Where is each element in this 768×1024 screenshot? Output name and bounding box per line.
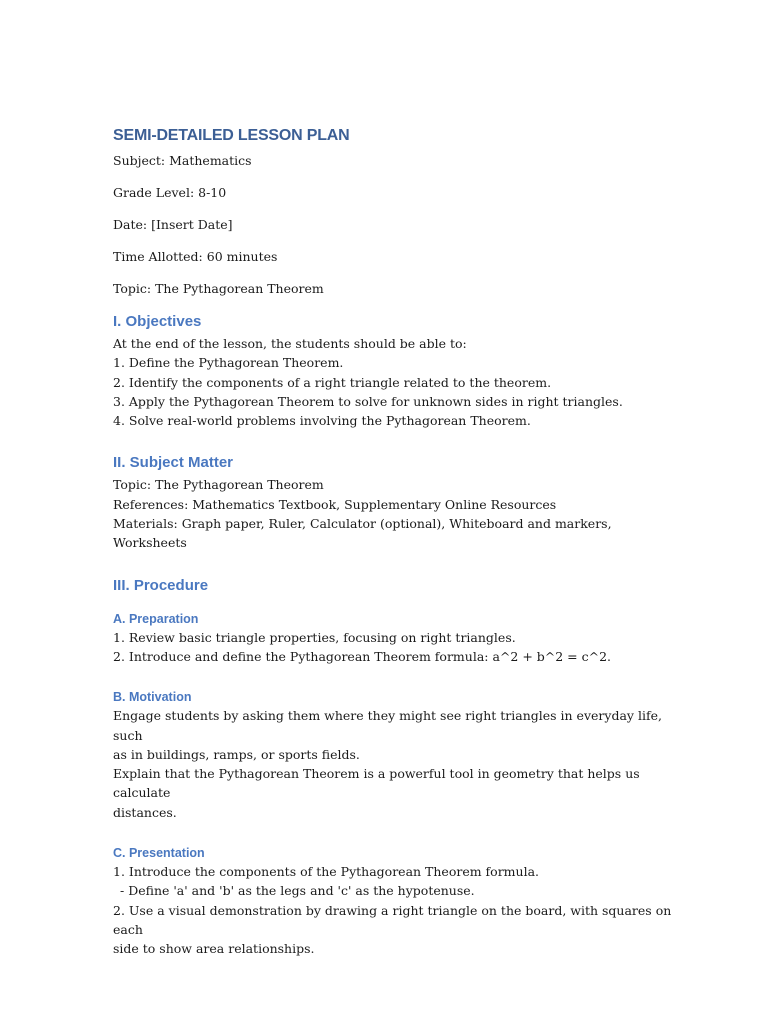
preparation-line: 1. Review basic triangle properties, focusing on right triangles.: [113, 629, 516, 645]
subject-line: Subject: Mathematics: [113, 153, 252, 168]
time-allotted-line: Time Allotted: 60 minutes: [113, 249, 278, 264]
motivation-line: Engage students by asking them where they might see right triangles in everyday life, such: [113, 708, 662, 743]
lesson-plan-page: [113, 126, 673, 959]
topic-line: Topic: The Pythagorean Theorem: [113, 281, 324, 296]
motivation-heading: B. Motivation: [113, 690, 192, 705]
subject-matter-references: References: Mathematics Textbook, Supplementary Online Resources: [113, 496, 557, 512]
motivation-line: Explain that the Pythagorean Theorem is a powerful tool in geometry that helps us calculate: [113, 766, 640, 801]
document-title: SEMI-DETAILED LESSON PLAN: [113, 127, 350, 144]
objective-item: 4. Solve real-world problems involving the Pythagorean Theorem.: [113, 413, 531, 429]
presentation-line: 2. Use a visual demonstration by drawing a right triangle on the board, with squares on each: [113, 902, 672, 937]
motivation-line: distances.: [113, 804, 177, 820]
presentation-line: side to show area relationships.: [113, 941, 315, 957]
objective-item: 2. Identify the components of a right triangle related to the theorem.: [113, 374, 552, 390]
objective-item: 1. Define the Pythagorean Theorem.: [113, 355, 344, 371]
presentation-line: 1. Introduce the components of the Pythagorean Theorem formula.: [113, 864, 540, 880]
date-line: Date: [Insert Date]: [113, 217, 233, 232]
subject-matter-heading: II. Subject Matter: [113, 454, 234, 472]
grade-level-line: Grade Level: 8-10: [113, 185, 227, 200]
presentation-line: - Define 'a' and 'b' as the legs and 'c' as the hypotenuse.: [120, 883, 475, 899]
preparation-line: 2. Introduce and define the Pythagorean Theorem formula: a^2 + b^2 = c^2.: [113, 648, 612, 664]
procedure-heading: III. Procedure: [113, 576, 209, 594]
objective-item: 3. Apply the Pythagorean Theorem to solve for unknown sides in right triangles.: [113, 393, 623, 409]
objectives-heading: I. Objectives: [113, 313, 202, 330]
subject-matter-materials: Materials: Graph paper, Ruler, Calculator (optional), Whiteboard and markers, Worksheets: [113, 516, 612, 551]
presentation-heading: C. Presentation: [113, 846, 205, 861]
preparation-heading: A. Preparation: [113, 611, 199, 626]
subject-matter-topic: Topic: The Pythagorean Theorem: [113, 477, 324, 493]
objectives-intro: At the end of the lesson, the students should be able to:: [113, 336, 467, 351]
motivation-line: as in buildings, ramps, or sports fields.: [113, 746, 360, 762]
